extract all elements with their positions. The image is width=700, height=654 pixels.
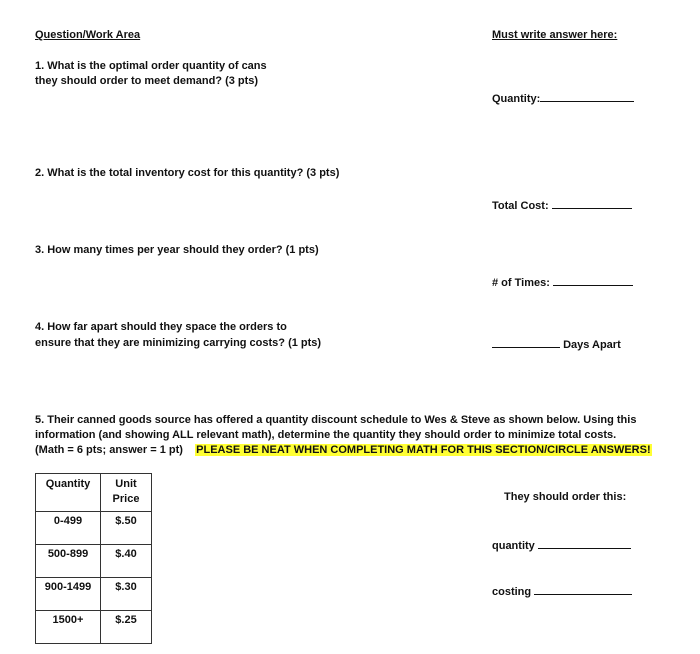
unit-price-column-header: Unit Price <box>101 474 152 512</box>
price-cell: $.25 <box>101 611 152 644</box>
costing-row <box>492 583 632 600</box>
work-area-heading: Question/Work Area <box>35 29 141 41</box>
order-this-label: They should order this: <box>504 491 627 503</box>
table-row <box>36 578 152 611</box>
question-4-line-1: 4. How far apart should they space the orders to <box>35 321 287 333</box>
price-cell: $.40 <box>101 545 152 578</box>
question-4-line-2: ensure that they are minimizing carrying costs? (1 pts) <box>35 337 322 349</box>
quantity-order-blank[interactable] <box>538 537 631 549</box>
quantity-order-row <box>492 537 631 554</box>
days-apart-answer-row <box>492 336 621 353</box>
days-apart-label: Days Apart <box>563 339 621 351</box>
costing-blank[interactable] <box>534 583 632 595</box>
table-row <box>36 512 152 545</box>
total-cost-answer-blank[interactable] <box>552 197 632 209</box>
total-cost-answer-row <box>492 197 632 214</box>
price-cell: $.30 <box>101 578 152 611</box>
quantity-answer-blank[interactable] <box>540 90 634 102</box>
points-breakdown: (Math = 6 pts; answer = 1 pt) <box>35 444 183 456</box>
table-row <box>36 611 152 644</box>
table-row <box>36 545 152 578</box>
quantity-column-header: Quantity <box>36 474 101 512</box>
quantity-cell: 500-899 <box>36 545 101 578</box>
costing-label: costing <box>492 586 532 598</box>
quantity-discount-table <box>35 473 152 644</box>
table-header-row <box>36 474 152 512</box>
total-cost-label: Total Cost: <box>492 200 549 212</box>
quantity-cell: 1500+ <box>36 611 101 644</box>
price-cell: $.50 <box>101 512 152 545</box>
neatness-warning: PLEASE BE NEAT WHEN COMPLETING MATH FOR THIS SECTION/CIRCLE ANSWERS! <box>196 444 651 456</box>
question-1-line-1: 1. What is the optimal order quantity of cans <box>35 60 267 72</box>
times-answer-blank[interactable] <box>553 274 633 286</box>
question-3: 3. How many times per year should they order? (1 pts) <box>35 244 319 256</box>
question-5-line-2: information (and showing ALL relevant math), determine the quantity they should order to minimize total costs. <box>35 429 617 441</box>
quantity-label: Quantity: <box>492 93 541 105</box>
question-2: 2. What is the total inventory cost for this quantity? (3 pts) <box>35 167 340 179</box>
times-label: # of Times: <box>492 277 550 289</box>
days-apart-answer-blank[interactable] <box>492 336 560 348</box>
answer-area-heading: Must write answer here: <box>492 29 618 41</box>
quantity-cell: 900-1499 <box>36 578 101 611</box>
quantity-cell: 0-499 <box>36 512 101 545</box>
quantity-order-label: quantity <box>492 540 535 552</box>
question-1-line-2: they should order to meet demand? (3 pts) <box>35 75 259 87</box>
quantity-answer-row <box>492 90 634 107</box>
times-answer-row <box>492 274 633 291</box>
question-5-line-1: 5. Their canned goods source has offered a quantity discount schedule to Wes & Steve as shown below. Using this <box>35 414 637 426</box>
question-5-line-3 <box>35 443 652 458</box>
